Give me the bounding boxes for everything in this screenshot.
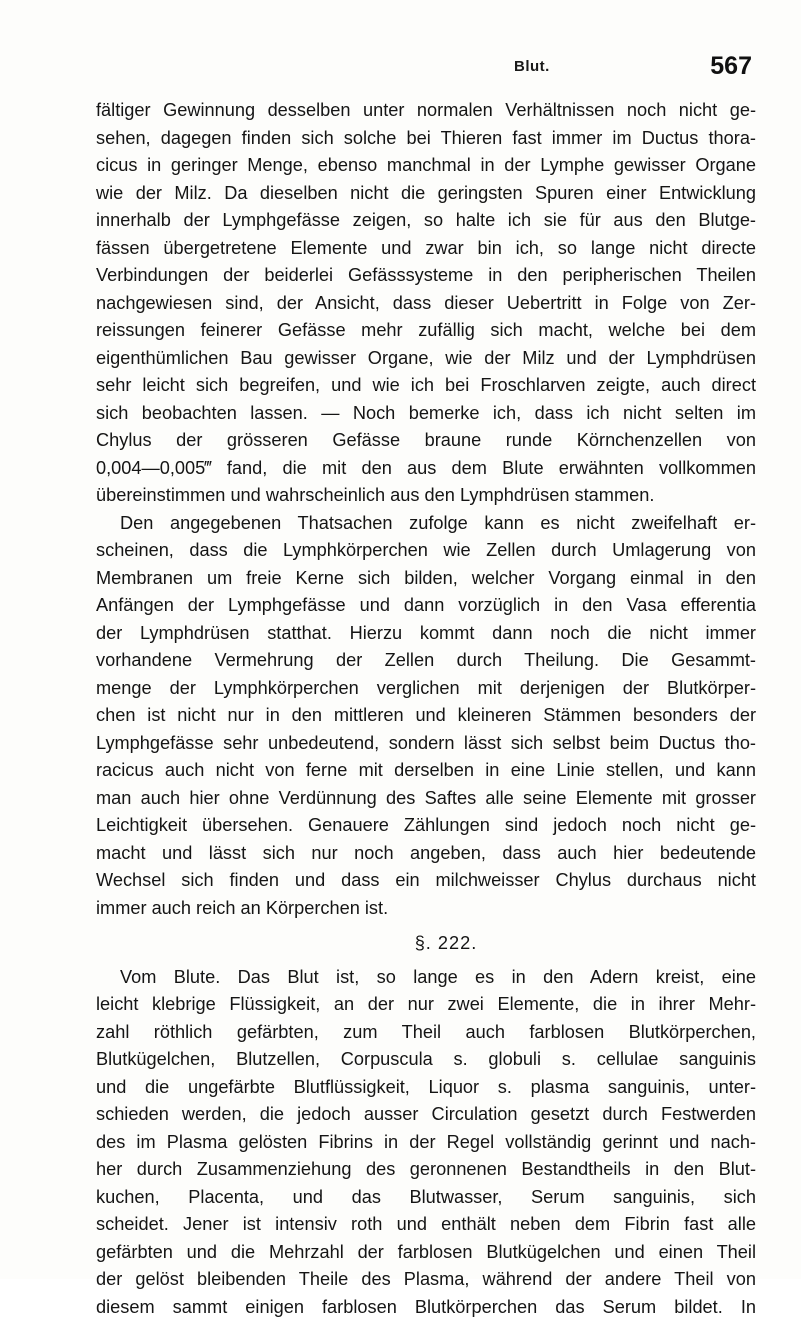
text-line: immer auch reich an Körperchen ist. xyxy=(96,895,756,923)
page-number: 567 xyxy=(710,52,752,81)
text-line: menge der Lymphkörperchen verglichen mit derjenigen der Blutkörper- xyxy=(96,675,756,703)
text-line: Chylus der grösseren Gefässe braune runde Körnchenzellen von xyxy=(96,427,756,455)
text-line: Blutkügelchen, Blutzellen, Corpuscula s. globuli s. cellulae sanguinis xyxy=(96,1046,756,1074)
text-line: sehr leicht sich begreifen, und wie ich bei Froschlarven zeigte, auch direct xyxy=(96,372,756,400)
text-line: Verbindungen der beiderlei Gefässsysteme in den peripherischen Theilen xyxy=(96,262,756,290)
text-line: der gelöst bleibenden Theile des Plasma, während der andere Theil von xyxy=(96,1266,756,1294)
text-line: macht und lässt sich nur noch angeben, dass auch hier bedeutende xyxy=(96,840,756,868)
text-line: kuchen, Placenta, und das Blutwasser, Serum sanguinis, sich xyxy=(96,1184,756,1212)
body-text xyxy=(96,97,756,1321)
text-line: Leichtigkeit übersehen. Genauere Zählungen sind jedoch noch nicht ge- xyxy=(96,812,756,840)
text-line: nachgewiesen sind, der Ansicht, dass dieser Uebertritt in Folge von Zer- xyxy=(96,290,756,318)
text-line: Den angegebenen Thatsachen zufolge kann es nicht zweifelhaft er- xyxy=(96,510,756,538)
text-line: Wechsel sich finden und dass ein milchweisser Chylus durchaus nicht xyxy=(96,867,756,895)
text-line: reissungen feinerer Gefässe mehr zufällig sich macht, welche bei dem xyxy=(96,317,756,345)
text-line: und die ungefärbte Blutflüssigkeit, Liquor s. plasma sanguinis, unter- xyxy=(96,1074,756,1102)
text-line: innerhalb der Lymphgefässe zeigen, so halte ich sie für aus den Blutge- xyxy=(96,207,756,235)
text-line: Vom Blute. Das Blut ist, so lange es in den Adern kreist, eine xyxy=(96,964,756,992)
section-heading: §. 222. xyxy=(96,930,756,958)
text-line: sich beobachten lassen. — Noch bemerke ich, dass ich nicht selten im xyxy=(96,400,756,428)
text-line: scheinen, dass die Lymphkörperchen wie Zellen durch Umlagerung von xyxy=(96,537,756,565)
text-line: Lymphgefässe sehr unbedeutend, sondern lässt sich selbst beim Ductus tho- xyxy=(96,730,756,758)
paragraph-lymph-corpuscles xyxy=(96,510,756,923)
text-line: des im Plasma gelösten Fibrins in der Regel vollständig gerinnt und nach- xyxy=(96,1129,756,1157)
text-line: der Lymphdrüsen statthat. Hierzu kommt dann noch die nicht immer xyxy=(96,620,756,648)
text-line: gefärbten und die Mehrzahl der farblosen Blutkügelchen und einen Theil xyxy=(96,1239,756,1267)
text-line: zahl röthlich gefärbten, zum Theil auch farblosen Blutkörperchen, xyxy=(96,1019,756,1047)
text-line: her durch Zusammenziehung des geronnenen Bestandtheils in den Blut- xyxy=(96,1156,756,1184)
text-line: Membranen um freie Kerne sich bilden, welcher Vorgang einmal in den xyxy=(96,565,756,593)
text-line: scheidet. Jener ist intensiv roth und enthält neben dem Fibrin fast alle xyxy=(96,1211,756,1239)
paragraph-blood xyxy=(96,964,756,1321)
text-line: man auch hier ohne Verdünnung des Saftes alle seine Elemente mit grosser xyxy=(96,785,756,813)
text-line: eigenthümlichen Bau gewisser Organe, wie der Milz und der Lymphdrüsen xyxy=(96,345,756,373)
text-line: fältiger Gewinnung desselben unter normalen Verhältnissen noch nicht ge- xyxy=(96,97,756,125)
text-line: übereinstimmen und wahrscheinlich aus den Lymphdrüsen stammen. xyxy=(96,482,756,510)
text-line: wie der Milz. Da dieselben nicht die geringsten Spuren einer Entwicklung xyxy=(96,180,756,208)
text-line: leicht klebrige Flüssigkeit, an der nur zwei Elemente, die in ihrer Mehr- xyxy=(96,991,756,1019)
paragraph-chyle-cells xyxy=(96,97,756,510)
text-line: sehen, dagegen finden sich solche bei Thieren fast immer im Ductus thora- xyxy=(96,125,756,153)
text-line: fässen übergetretene Elemente und zwar bin ich, so lange nicht directe xyxy=(96,235,756,263)
text-line: vorhandene Vermehrung der Zellen durch Theilung. Die Gesammt- xyxy=(96,647,756,675)
text-line: Anfängen der Lymphgefässe und dann vorzüglich in den Vasa efferentia xyxy=(96,592,756,620)
running-head-title: Blut. xyxy=(514,58,550,75)
text-line: cicus in geringer Menge, ebenso manchmal in der Lymphe gewisser Organe xyxy=(96,152,756,180)
running-head xyxy=(96,48,752,88)
text-line: schieden werden, die jedoch ausser Circulation gesetzt durch Festwerden xyxy=(96,1101,756,1129)
text-line: 0,004—0,005‴ fand, die mit den aus dem Blute erwähnten vollkommen xyxy=(96,455,756,483)
text-line: racicus auch nicht von ferne mit derselben in eine Linie stellen, und kann xyxy=(96,757,756,785)
text-line: diesem sammt einigen farblosen Blutkörperchen das Serum bildet. In xyxy=(96,1294,756,1321)
text-line: chen ist nicht nur in den mittleren und kleineren Stämmen besonders der xyxy=(96,702,756,730)
